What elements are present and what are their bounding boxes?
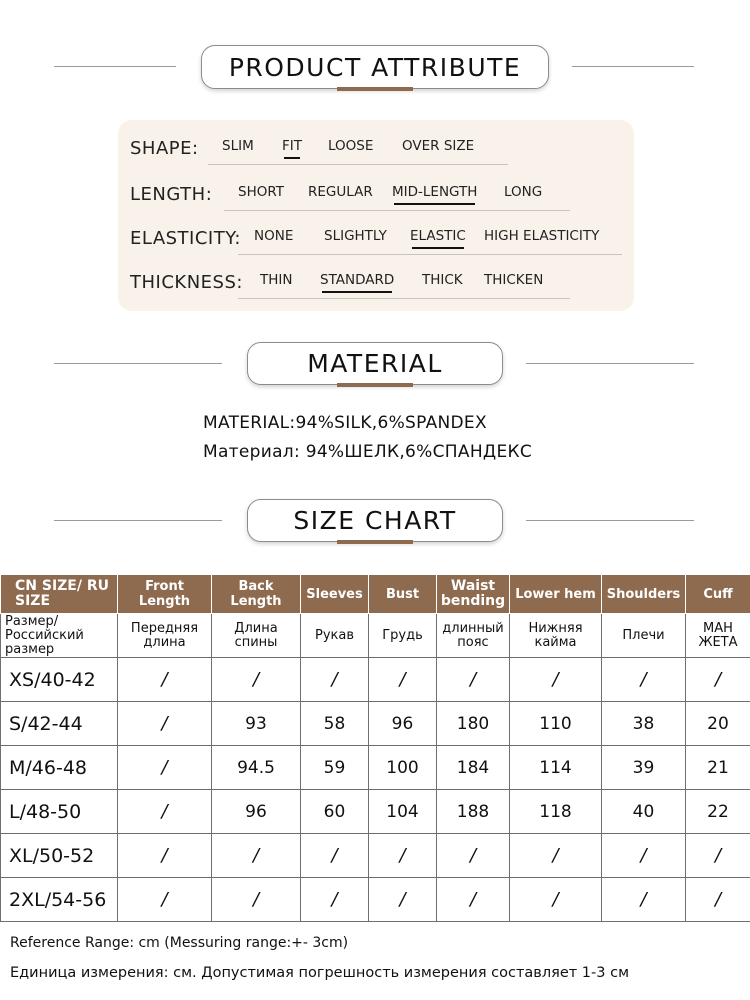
value-cell: 180: [437, 702, 510, 746]
attr-option: REGULAR: [308, 184, 373, 200]
reference-range-note: Reference Range: cm (Messuring range:+- 3cm): [10, 935, 349, 951]
header-cell-ru: Плечи: [602, 614, 686, 658]
attr-option: SHORT: [238, 184, 284, 200]
size-label-cell: S/42-44: [1, 702, 118, 746]
attr-rule: [208, 164, 508, 165]
value-cell: /: [118, 658, 212, 702]
header-cell-ru: МАН ЖЕТА: [686, 614, 750, 658]
attr-row: [130, 174, 634, 214]
value-cell: 40: [602, 790, 686, 834]
attr-option: THICK: [422, 272, 463, 288]
attr-option: NONE: [254, 228, 294, 244]
value-cell: /: [602, 878, 686, 922]
value-cell: /: [301, 834, 369, 878]
attr-rule: [224, 210, 570, 211]
divider-right: [572, 66, 694, 67]
size-label-cell: L/48-50: [1, 790, 118, 834]
attr-row: [130, 128, 634, 168]
value-cell: /: [602, 834, 686, 878]
value-cell: 58: [301, 702, 369, 746]
header-cell: Bust: [369, 575, 437, 614]
attr-option: OVER SIZE: [402, 138, 475, 154]
header-cell-ru: длинный пояс: [437, 614, 510, 658]
value-cell: 96: [212, 790, 301, 834]
product-attribute-title-text: PRODUCT ATTRIBUTE: [228, 52, 522, 82]
value-cell: 20: [686, 702, 750, 746]
table-row: [1, 746, 750, 790]
attr-option-selected: ELASTIC: [410, 228, 466, 244]
value-cell: /: [437, 878, 510, 922]
header-row-ru: [1, 614, 750, 658]
value-cell: /: [510, 878, 602, 922]
size-label-cell: M/46-48: [1, 746, 118, 790]
attr-option-selected: STANDARD: [320, 272, 395, 288]
attr-option: THIN: [260, 272, 293, 288]
header-cell: Shoulders: [602, 575, 686, 614]
material-ru: Материал: 94%ШЕЛК,6%СПАНДЕКС: [203, 442, 533, 462]
header-cell: Waist bending: [437, 575, 510, 614]
table-row: [1, 702, 750, 746]
table-row: [1, 790, 750, 834]
attr-label: ELASTICITY:: [130, 228, 241, 249]
value-cell: /: [212, 834, 301, 878]
value-cell: 104: [369, 790, 437, 834]
value-cell: /: [118, 746, 212, 790]
attr-row: [130, 262, 634, 302]
header-cell: Front Length: [118, 575, 212, 614]
table-row: [1, 658, 750, 702]
value-cell: 118: [510, 790, 602, 834]
attr-option-selected: FIT: [282, 138, 302, 154]
value-cell: /: [437, 834, 510, 878]
attr-option: LONG: [504, 184, 543, 200]
value-cell: /: [212, 878, 301, 922]
divider-left: [54, 520, 222, 521]
attr-rule: [238, 254, 622, 255]
size-label-cell: XL/50-52: [1, 834, 118, 878]
header-cell: Back Length: [212, 575, 301, 614]
attr-option: THICKEN: [484, 272, 544, 288]
header-cell: CN SIZE/ RU SIZE: [1, 575, 118, 614]
header-cell-ru: Длина спины: [212, 614, 301, 658]
value-cell: 184: [437, 746, 510, 790]
value-cell: /: [437, 658, 510, 702]
value-cell: /: [118, 790, 212, 834]
value-cell: 21: [686, 746, 750, 790]
header-cell-ru: Рукав: [301, 614, 369, 658]
header-cell-ru: Размер/ Российский размер: [1, 614, 118, 658]
value-cell: 114: [510, 746, 602, 790]
divider-left: [54, 363, 222, 364]
value-cell: /: [118, 702, 212, 746]
value-cell: 94.5: [212, 746, 301, 790]
value-cell: /: [369, 878, 437, 922]
title-accent-bar: [337, 383, 413, 387]
value-cell: /: [369, 658, 437, 702]
divider-right: [526, 363, 694, 364]
size-label-cell: XS/40-42: [1, 658, 118, 702]
value-cell: /: [686, 878, 750, 922]
product-attribute-title: [201, 45, 549, 89]
value-cell: 38: [602, 702, 686, 746]
value-cell: 188: [437, 790, 510, 834]
attr-option: SLIM: [222, 138, 254, 154]
attr-label: LENGTH:: [130, 184, 213, 205]
value-cell: /: [369, 834, 437, 878]
size-chart-title: [247, 499, 503, 542]
header-cell-ru: Передняя длина: [118, 614, 212, 658]
header-cell-ru: Грудь: [369, 614, 437, 658]
material-title: [247, 342, 503, 385]
title-accent-bar: [337, 540, 413, 544]
attr-label: SHAPE:: [130, 138, 199, 159]
material-en: MATERIAL:94%SILK,6%SPANDEX: [203, 413, 487, 433]
value-cell: 100: [369, 746, 437, 790]
attr-option: HIGH ELASTICITY: [484, 228, 600, 244]
value-cell: 110: [510, 702, 602, 746]
value-cell: /: [212, 658, 301, 702]
attr-rule: [238, 298, 570, 299]
value-cell: 93: [212, 702, 301, 746]
attr-option: SLIGHTLY: [324, 228, 387, 244]
value-cell: /: [301, 878, 369, 922]
value-cell: /: [686, 658, 750, 702]
header-cell: Sleeves: [301, 575, 369, 614]
header-cell: Cuff: [686, 575, 750, 614]
attr-row: [130, 218, 634, 258]
attribute-panel: [118, 120, 634, 311]
value-cell: 60: [301, 790, 369, 834]
table-row: [1, 834, 750, 878]
size-label-cell: 2XL/54-56: [1, 878, 118, 922]
value-cell: /: [686, 834, 750, 878]
value-cell: 22: [686, 790, 750, 834]
divider-left: [54, 66, 176, 67]
value-cell: 39: [602, 746, 686, 790]
size-chart-title-text: SIZE CHART: [293, 506, 457, 535]
table-row: [1, 878, 750, 922]
measurement-note-ru: Единица измерения: см. Допустимая погрешность измерения составляет 1-3 см: [10, 965, 630, 981]
attr-option-selected: MID-LENGTH: [392, 184, 478, 200]
value-cell: /: [602, 658, 686, 702]
material-title-text: MATERIAL: [307, 349, 443, 378]
header-row-en: [1, 575, 750, 614]
value-cell: /: [510, 658, 602, 702]
value-cell: /: [301, 658, 369, 702]
size-table: [0, 574, 750, 922]
divider-right: [526, 520, 694, 521]
value-cell: 59: [301, 746, 369, 790]
value-cell: /: [510, 834, 602, 878]
attr-label: THICKNESS:: [130, 272, 243, 293]
value-cell: /: [118, 834, 212, 878]
value-cell: 96: [369, 702, 437, 746]
value-cell: /: [118, 878, 212, 922]
header-cell-ru: Нижняя кайма: [510, 614, 602, 658]
attr-option: LOOSE: [328, 138, 374, 154]
title-accent-bar: [337, 87, 413, 91]
header-cell: Lower hem: [510, 575, 602, 614]
